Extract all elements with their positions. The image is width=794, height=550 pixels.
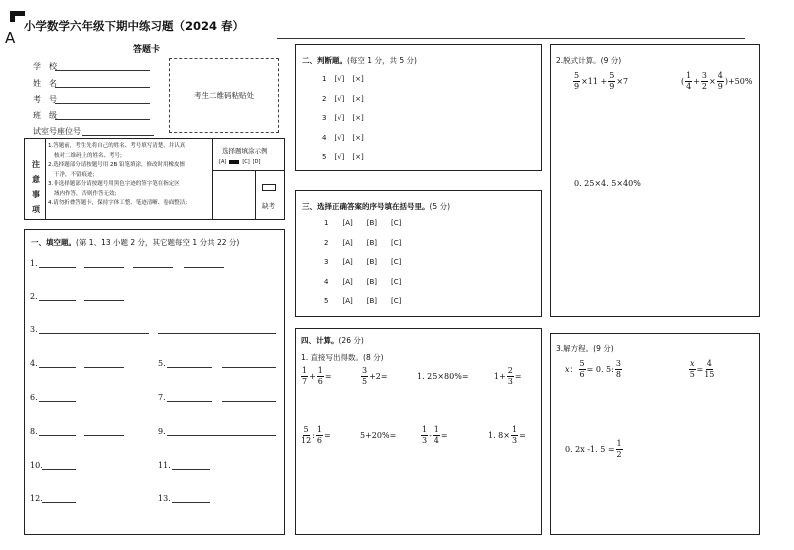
tf-false-option[interactable]: [×] — [352, 94, 364, 103]
blank-field[interactable] — [39, 401, 76, 402]
mc-option-c[interactable]: [C] — [391, 258, 402, 266]
calc-q8: 1. 8× $\frac{1}{3}$ = — [488, 425, 526, 445]
notice-line: 2.选择题部分请按题号用 2B 铅笔填涂，修改时用橡皮擦 — [48, 162, 186, 168]
section-fill-blanks — [24, 229, 285, 535]
filled-mark — [229, 160, 239, 164]
notice-char-4: 项 — [32, 205, 40, 214]
mc-option-a[interactable]: [A] — [342, 297, 353, 305]
section1-title: 一、填空题。 — [31, 238, 76, 247]
mc-item-number: 5 — [324, 297, 329, 305]
equation-2: $\frac{x}{5}$ = $\frac{4}{15}$ — [689, 359, 715, 379]
blank-field[interactable] — [42, 502, 76, 503]
equation-3-text: 0. 2x -1. 5 = — [565, 445, 615, 454]
blank-field[interactable] — [39, 267, 76, 268]
tf-row — [322, 109, 364, 129]
absent-label: 缺考 — [262, 202, 275, 210]
mc-option-a[interactable]: [A] — [342, 277, 353, 286]
mc-option-b[interactable]: [B] — [366, 258, 377, 266]
notice-char-3: 事 — [32, 190, 40, 199]
section6-title: 3.解方程。(9 分) — [556, 344, 614, 353]
blank-field[interactable] — [167, 435, 276, 436]
mc-row — [324, 214, 401, 234]
mc-row — [324, 292, 401, 312]
tf-row — [322, 70, 364, 90]
school-field[interactable] — [55, 70, 150, 71]
blank-label: 10. — [30, 461, 43, 470]
tf-true-option[interactable]: [√] — [334, 75, 345, 83]
tf-false-option[interactable]: [×] — [352, 75, 364, 83]
section5-title: 2.脱式计算。(9 分) — [556, 56, 622, 65]
equation-1-mid: = 0. 5: — [586, 365, 614, 374]
tf-item-number: 3 — [322, 114, 327, 122]
tf-true-option[interactable]: [√] — [334, 94, 345, 103]
blank-label: 4. — [30, 359, 38, 368]
mc-option-a[interactable]: [A] — [342, 219, 353, 227]
step-q2-tail: +50% — [727, 77, 753, 86]
blank-label: 5. — [158, 359, 166, 368]
calc-q2: $\frac{3}{5}$ +2= — [362, 366, 388, 386]
notice-line: 4.请勿折叠答题卡，保持字体工整、笔迹清晰、卷面整洁; — [48, 200, 188, 206]
blank-label: 2. — [30, 292, 38, 301]
tf-false-option[interactable]: [×] — [352, 133, 364, 142]
mc-item-number: 2 — [324, 238, 329, 247]
blank-label: 6. — [30, 393, 38, 402]
calc-q3 — [417, 372, 469, 381]
blank-label: 7. — [158, 393, 166, 402]
blank-field[interactable] — [39, 300, 76, 301]
calc-q6 — [360, 431, 396, 440]
barcode-label: 考生二维码粘贴处 — [194, 91, 254, 100]
fill-example-c: [C] — [242, 159, 250, 165]
fill-example — [219, 159, 261, 165]
tf-item-number: 4 — [322, 133, 327, 142]
title-rule — [277, 38, 745, 39]
blank-field[interactable] — [42, 469, 76, 470]
step-q1-a: 11 + — [587, 77, 608, 86]
blank-field[interactable] — [84, 367, 124, 368]
name-field[interactable] — [55, 87, 150, 88]
corner-mark-stem — [10, 11, 15, 22]
tf-false-option[interactable]: [×] — [352, 153, 364, 161]
seat-label: 试室号座位号 — [33, 127, 81, 136]
blank-field[interactable] — [158, 333, 276, 334]
section3-title: 三、选择正确答案的序号填在括号里。 — [302, 202, 430, 211]
section1-header — [31, 237, 239, 248]
notice-line: 1.答题前，考生先将自己的姓名、考号填写清楚，并认真 — [48, 143, 186, 149]
notice-divider-4 — [212, 170, 285, 171]
notice-line: 核对二维码上的姓名、考号; — [54, 152, 122, 159]
step-q2: ( $\frac{1}{4}$ + $\frac{3}{2}$ × $\frac{4}{9}$ ) +50% — [681, 71, 753, 91]
calc-q1: $\frac{1}{7}$ + $\frac{1}{6}$ = — [302, 366, 332, 386]
blank-label: 12. — [30, 494, 43, 503]
mc-item-number: 1 — [324, 219, 329, 227]
equation-3: 0. 2x -1. 5 = $\frac{1}{2}$ — [565, 439, 622, 459]
mc-row — [324, 234, 401, 254]
blank-label: 3. — [30, 325, 38, 334]
exam-no-label: 考 号 — [33, 95, 57, 104]
tf-false-option[interactable]: [×] — [352, 114, 364, 122]
blank-field[interactable] — [39, 367, 76, 368]
blank-field[interactable] — [172, 502, 210, 503]
blank-field[interactable] — [133, 267, 173, 268]
mc-row — [324, 253, 401, 273]
class-label: 班 级 — [33, 111, 57, 120]
mc-row — [324, 273, 401, 293]
section4-title: 四、计算。 — [301, 336, 339, 345]
calc-q5: $\frac{5}{12}$ : $\frac{1}{6}$ = — [301, 425, 331, 445]
mc-item-number: 4 — [324, 277, 329, 286]
calc-q4: 1+ $\frac{2}{3}$ = — [494, 366, 522, 386]
blank-field[interactable] — [167, 367, 212, 368]
section4-sub1: 1. 直接写出得数。(8 分) — [301, 353, 384, 362]
tf-item-number: 5 — [322, 153, 327, 161]
blank-field[interactable] — [172, 469, 210, 470]
calc-q3-text: 1. 25×80%= — [417, 372, 469, 381]
tf-true-option[interactable]: [√] — [334, 153, 345, 161]
mc-option-a[interactable]: [A] — [342, 238, 353, 247]
tf-row — [322, 129, 364, 149]
mc-item-number: 3 — [324, 258, 329, 266]
mc-option-c[interactable]: [C] — [391, 238, 402, 247]
mc-option-b[interactable]: [B] — [366, 238, 377, 247]
seat-field[interactable] — [82, 135, 154, 136]
answer-card-title: 答题卡 — [133, 45, 161, 55]
mc-option-b[interactable]: [B] — [366, 297, 377, 305]
tf-item-number: 1 — [322, 75, 327, 83]
notice-char-1: 注 — [32, 160, 40, 169]
page-title: 小学数学六年级下期中练习题（2024 春） — [24, 19, 245, 33]
section4-score: (26 分) — [338, 336, 364, 345]
tf-true-option[interactable]: [√] — [334, 133, 345, 142]
tf-row — [322, 90, 364, 110]
corner-letter: A — [5, 29, 16, 47]
section2-header — [302, 55, 417, 66]
blank-label: 13. — [158, 494, 171, 503]
notice-line: 干净，不留痕迹; — [54, 171, 95, 178]
notice-char-2: 意 — [32, 175, 40, 184]
section4-header — [301, 335, 364, 346]
blank-label: 9. — [158, 427, 166, 436]
blank-field[interactable] — [222, 367, 276, 368]
class-field[interactable] — [55, 119, 150, 120]
mc-option-b[interactable]: [B] — [366, 219, 377, 227]
section2-note: (每空 1 分，共 5 分) — [347, 56, 417, 65]
mc-option-b[interactable]: [B] — [366, 277, 377, 286]
blank-field[interactable] — [39, 333, 149, 334]
barcode-area[interactable] — [169, 58, 279, 133]
exam-no-field[interactable] — [55, 103, 150, 104]
mc-option-c[interactable]: [C] — [391, 219, 402, 227]
equation-1: x ： $\frac{5}{6}$ = 0. 5: $\frac{3}{8}$ — [565, 359, 621, 379]
step-q1-b: 7 — [623, 77, 629, 86]
blank-field[interactable] — [184, 267, 224, 268]
tf-item-number: 2 — [322, 94, 327, 103]
notice-divider-2 — [212, 138, 213, 220]
notice-line: 3.非选择题部分请按题号用黑色字迹的签字笔在指定区 — [48, 181, 180, 187]
notice-line: 域内作答，否则作答无效; — [54, 190, 117, 197]
step-q1: $\frac{5}{9}$ × 11 + $\frac{5}{9}$ × 7 — [574, 71, 629, 91]
fill-example-title: 选择题填涂示例 — [222, 147, 268, 155]
section2-title: 二、判断题。 — [302, 56, 347, 65]
notice-divider-1 — [45, 138, 46, 220]
fill-example-d: [D] — [252, 159, 261, 165]
blank-label: 8. — [30, 427, 38, 436]
mc-option-a[interactable]: [A] — [342, 258, 353, 266]
notice-label — [31, 157, 41, 217]
blank-label: 11. — [158, 461, 171, 470]
calc-q8-text: 1. 8× — [488, 431, 510, 440]
mc-list — [324, 214, 401, 312]
fill-example-a: [A] — [219, 159, 227, 165]
absent-checkbox[interactable] — [262, 184, 276, 191]
blank-field[interactable] — [167, 401, 212, 402]
section1-note: (第 1、13 小题 2 分，其它题每空 1 分共 22 分) — [76, 238, 240, 247]
blank-field[interactable] — [222, 401, 276, 402]
tf-row — [322, 148, 364, 168]
blank-field[interactable] — [84, 300, 124, 301]
name-label: 姓 名 — [33, 79, 57, 88]
notice-divider-3 — [255, 170, 256, 220]
school-label: 学 校 — [33, 62, 57, 71]
blank-field[interactable] — [84, 435, 124, 436]
blank-field[interactable] — [39, 435, 76, 436]
calc-q7: $\frac{1}{3}$ - $\frac{1}{4}$ = — [422, 425, 448, 445]
notice-lines — [48, 142, 187, 209]
tf-list — [322, 70, 364, 168]
tf-true-option[interactable]: [√] — [334, 114, 345, 122]
blank-label: 1. — [30, 259, 38, 268]
calc-q6-text: 5+20%= — [360, 431, 397, 440]
step-q3: 0. 25×4. 5×40% — [574, 179, 641, 188]
section3-note: (5 分) — [429, 202, 451, 211]
mc-option-c[interactable]: [C] — [391, 277, 402, 286]
mc-option-c[interactable]: [C] — [391, 297, 402, 305]
section3-header — [302, 201, 450, 212]
blank-field[interactable] — [84, 267, 124, 268]
